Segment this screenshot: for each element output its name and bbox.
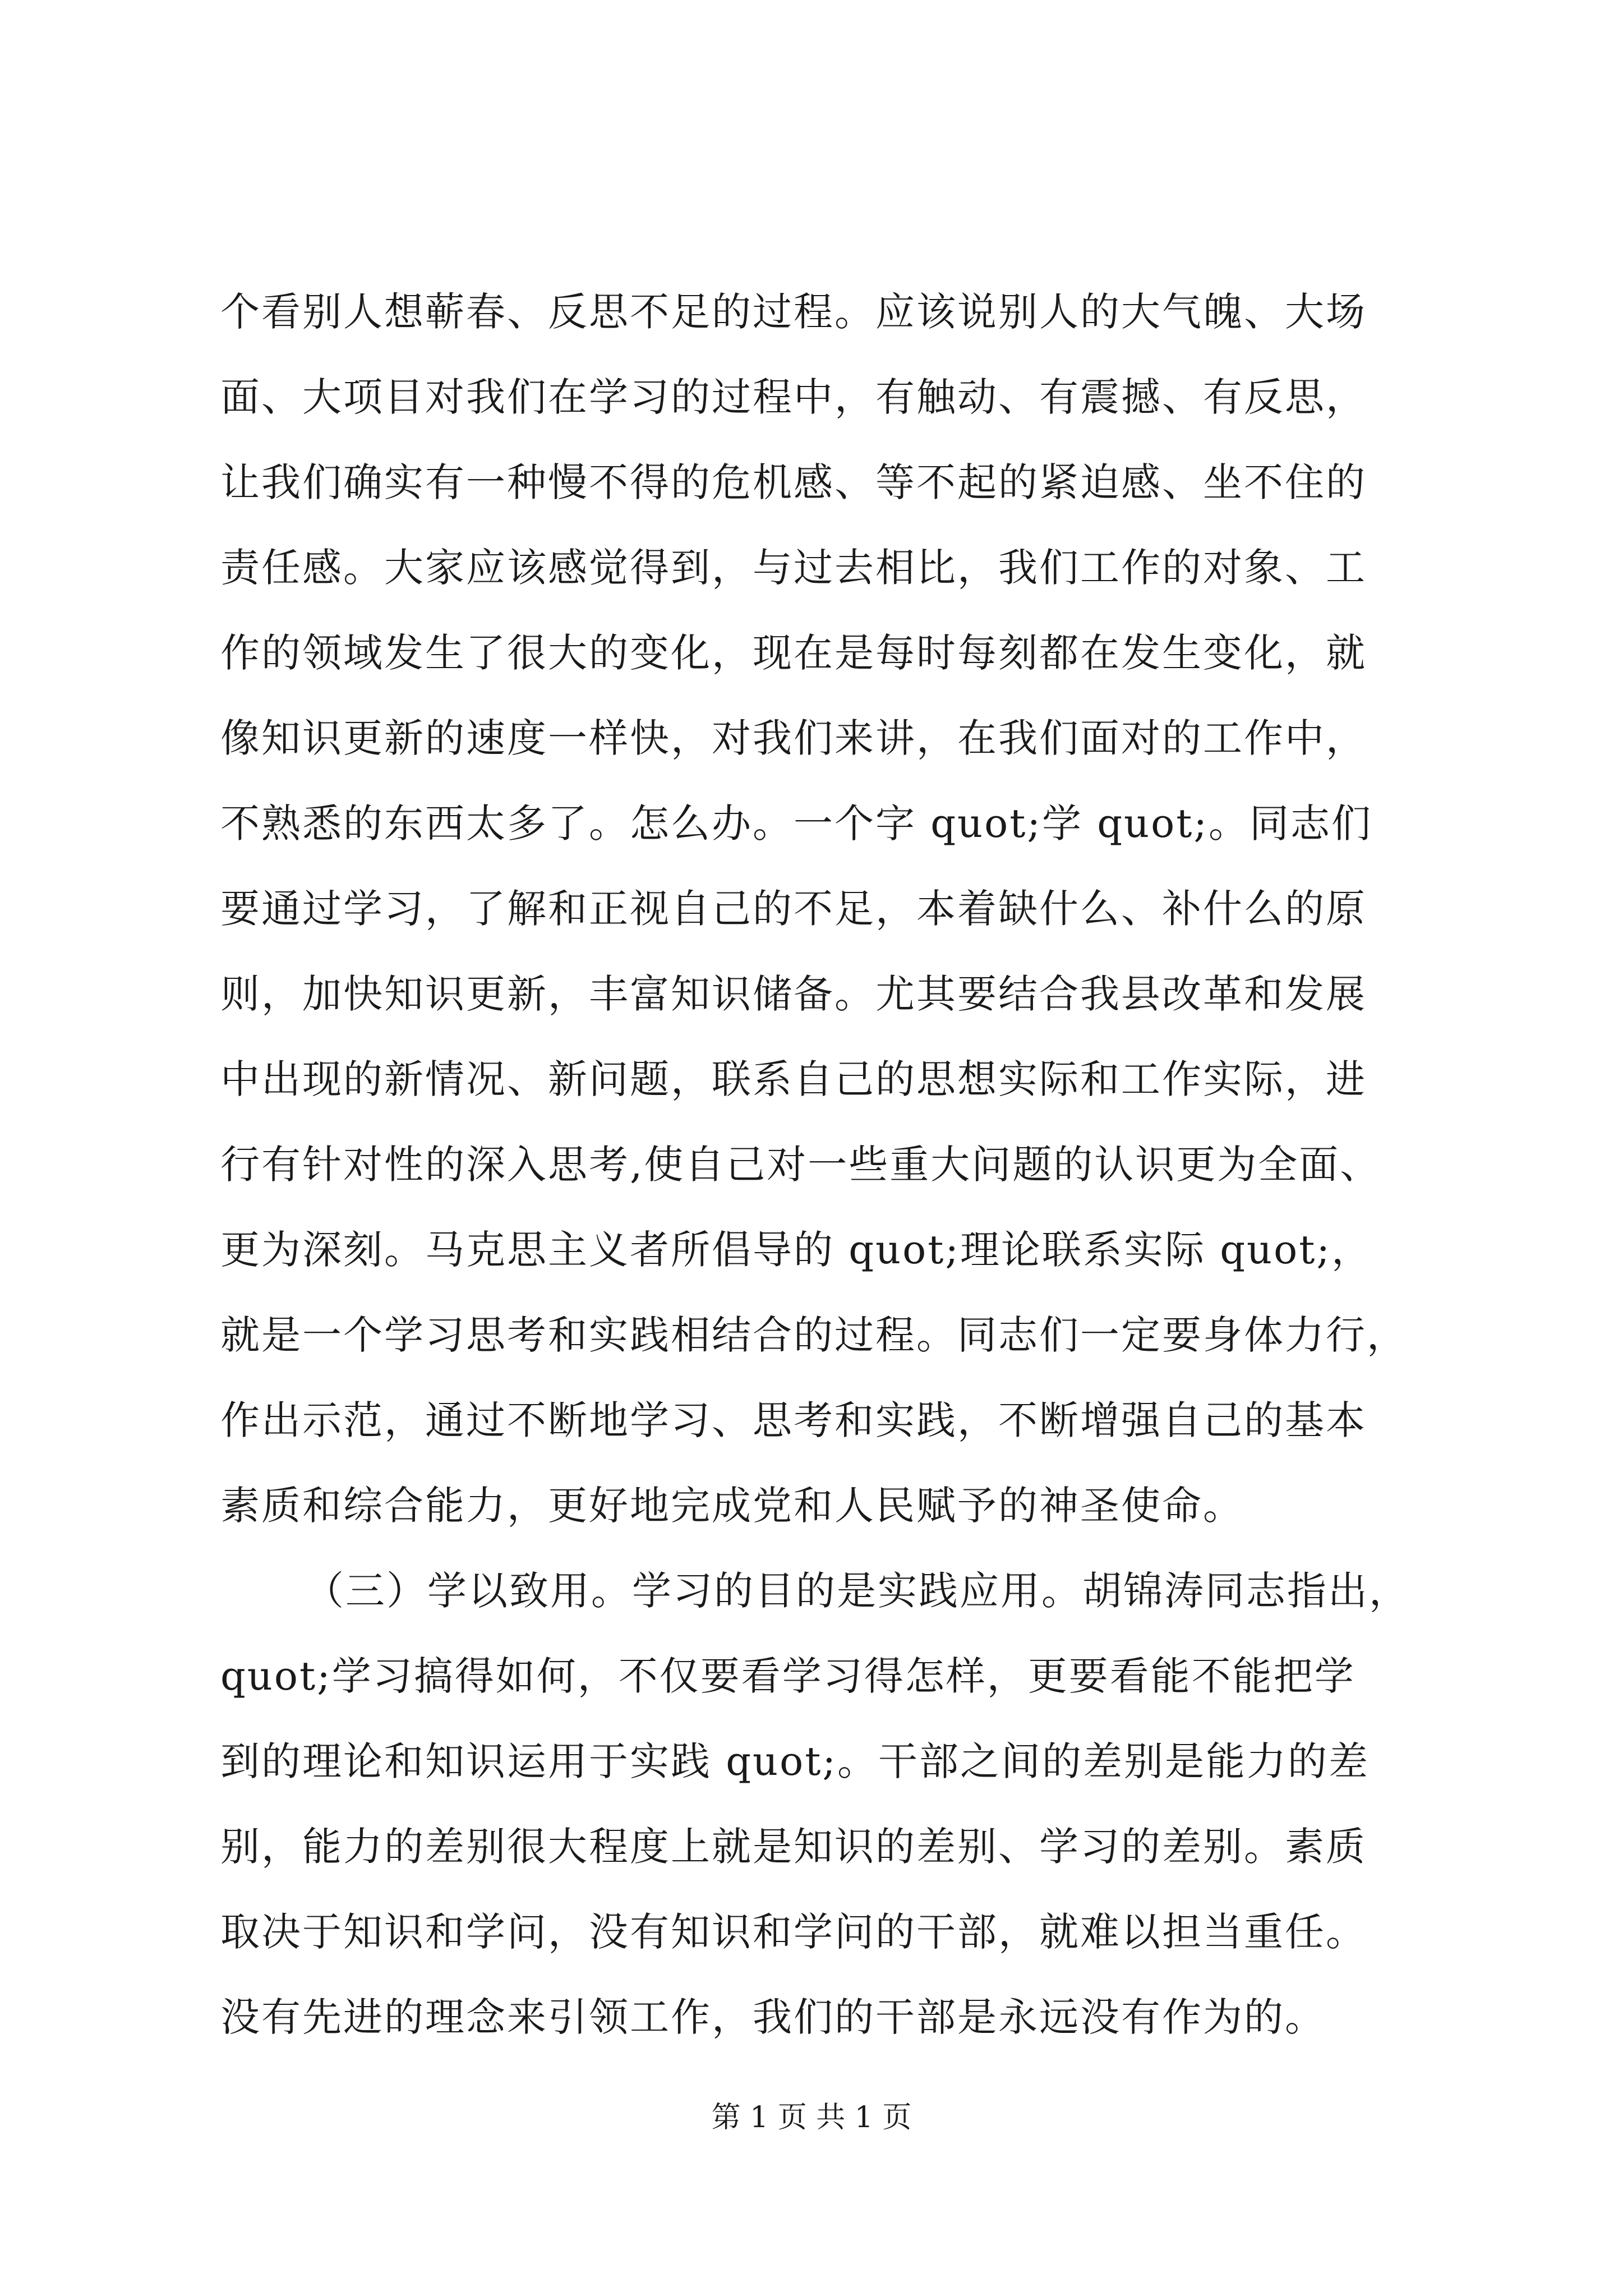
text-line: quot;学习搞得如何，不仅要看学习得怎样，更要看能不能把学	[220, 1653, 1355, 1699]
section-heading-line: （三）学以致用。学习的目的是实践应用。胡锦涛同志指出，	[305, 1568, 1410, 1614]
text-line: 行有针对性的深入思考,使自己对一些重大问题的认识更为全面、	[220, 1142, 1381, 1188]
text-line: 让我们确实有一种慢不得的危机感、等不起的紧迫感、坐不住的	[220, 459, 1367, 505]
text-line: 责任感。大家应该感觉得到，与过去相比，我们工作的对象、工	[220, 545, 1367, 591]
text-line: 中出现的新情况、新问题，联系自己的思想实际和工作实际，进	[220, 1056, 1367, 1102]
text-line: 更为深刻。马克思主义者所倡导的 quot;理论联系实际 quot;，	[220, 1227, 1373, 1273]
text-line: 作出示范，通过不断地学习、思考和实践，不断增强自己的基本	[220, 1397, 1367, 1443]
text-line: 个看别人想蕲春、反思不足的过程。应该说别人的大气魄、大场	[220, 289, 1367, 335]
text-line: 像知识更新的速度一样快，对我们来讲，在我们面对的工作中，	[220, 715, 1367, 761]
page-footer: 第 1 页 共 1 页	[711, 2101, 912, 2134]
body-text	[220, 269, 1426, 2060]
text-line: 面、大项目对我们在学习的过程中，有触动、有震撼、有反思，	[220, 374, 1367, 420]
text-line: 要通过学习，了解和正视自己的不足，本着缺什么、补什么的原	[220, 886, 1367, 932]
text-line: 没有先进的理念来引领工作，我们的干部是永远没有作为的。	[220, 1994, 1326, 2040]
text-line: 就是一个学习思考和实践相结合的过程。同志们一定要身体力行，	[220, 1312, 1408, 1358]
text-line: 则，加快知识更新，丰富知识储备。尤其要结合我县改革和发展	[220, 971, 1367, 1017]
text-line: 取决于知识和学问，没有知识和学问的干部，就难以担当重任。	[220, 1909, 1367, 1955]
text-line: 不熟悉的东西太多了。怎么办。一个字 quot;学 quot;。同志们	[220, 800, 1373, 846]
text-line: 到的理论和知识运用于实践 quot;。干部之间的差别是能力的差	[220, 1738, 1370, 1784]
text-line: 作的领域发生了很大的变化，现在是每时每刻都在发生变化，就	[220, 630, 1367, 676]
text-line: 别，能力的差别很大程度上就是知识的差别、学习的差别。素质	[220, 1824, 1367, 1870]
text-line: 素质和综合能力，更好地完成党和人民赋予的神圣使命。	[220, 1483, 1244, 1529]
